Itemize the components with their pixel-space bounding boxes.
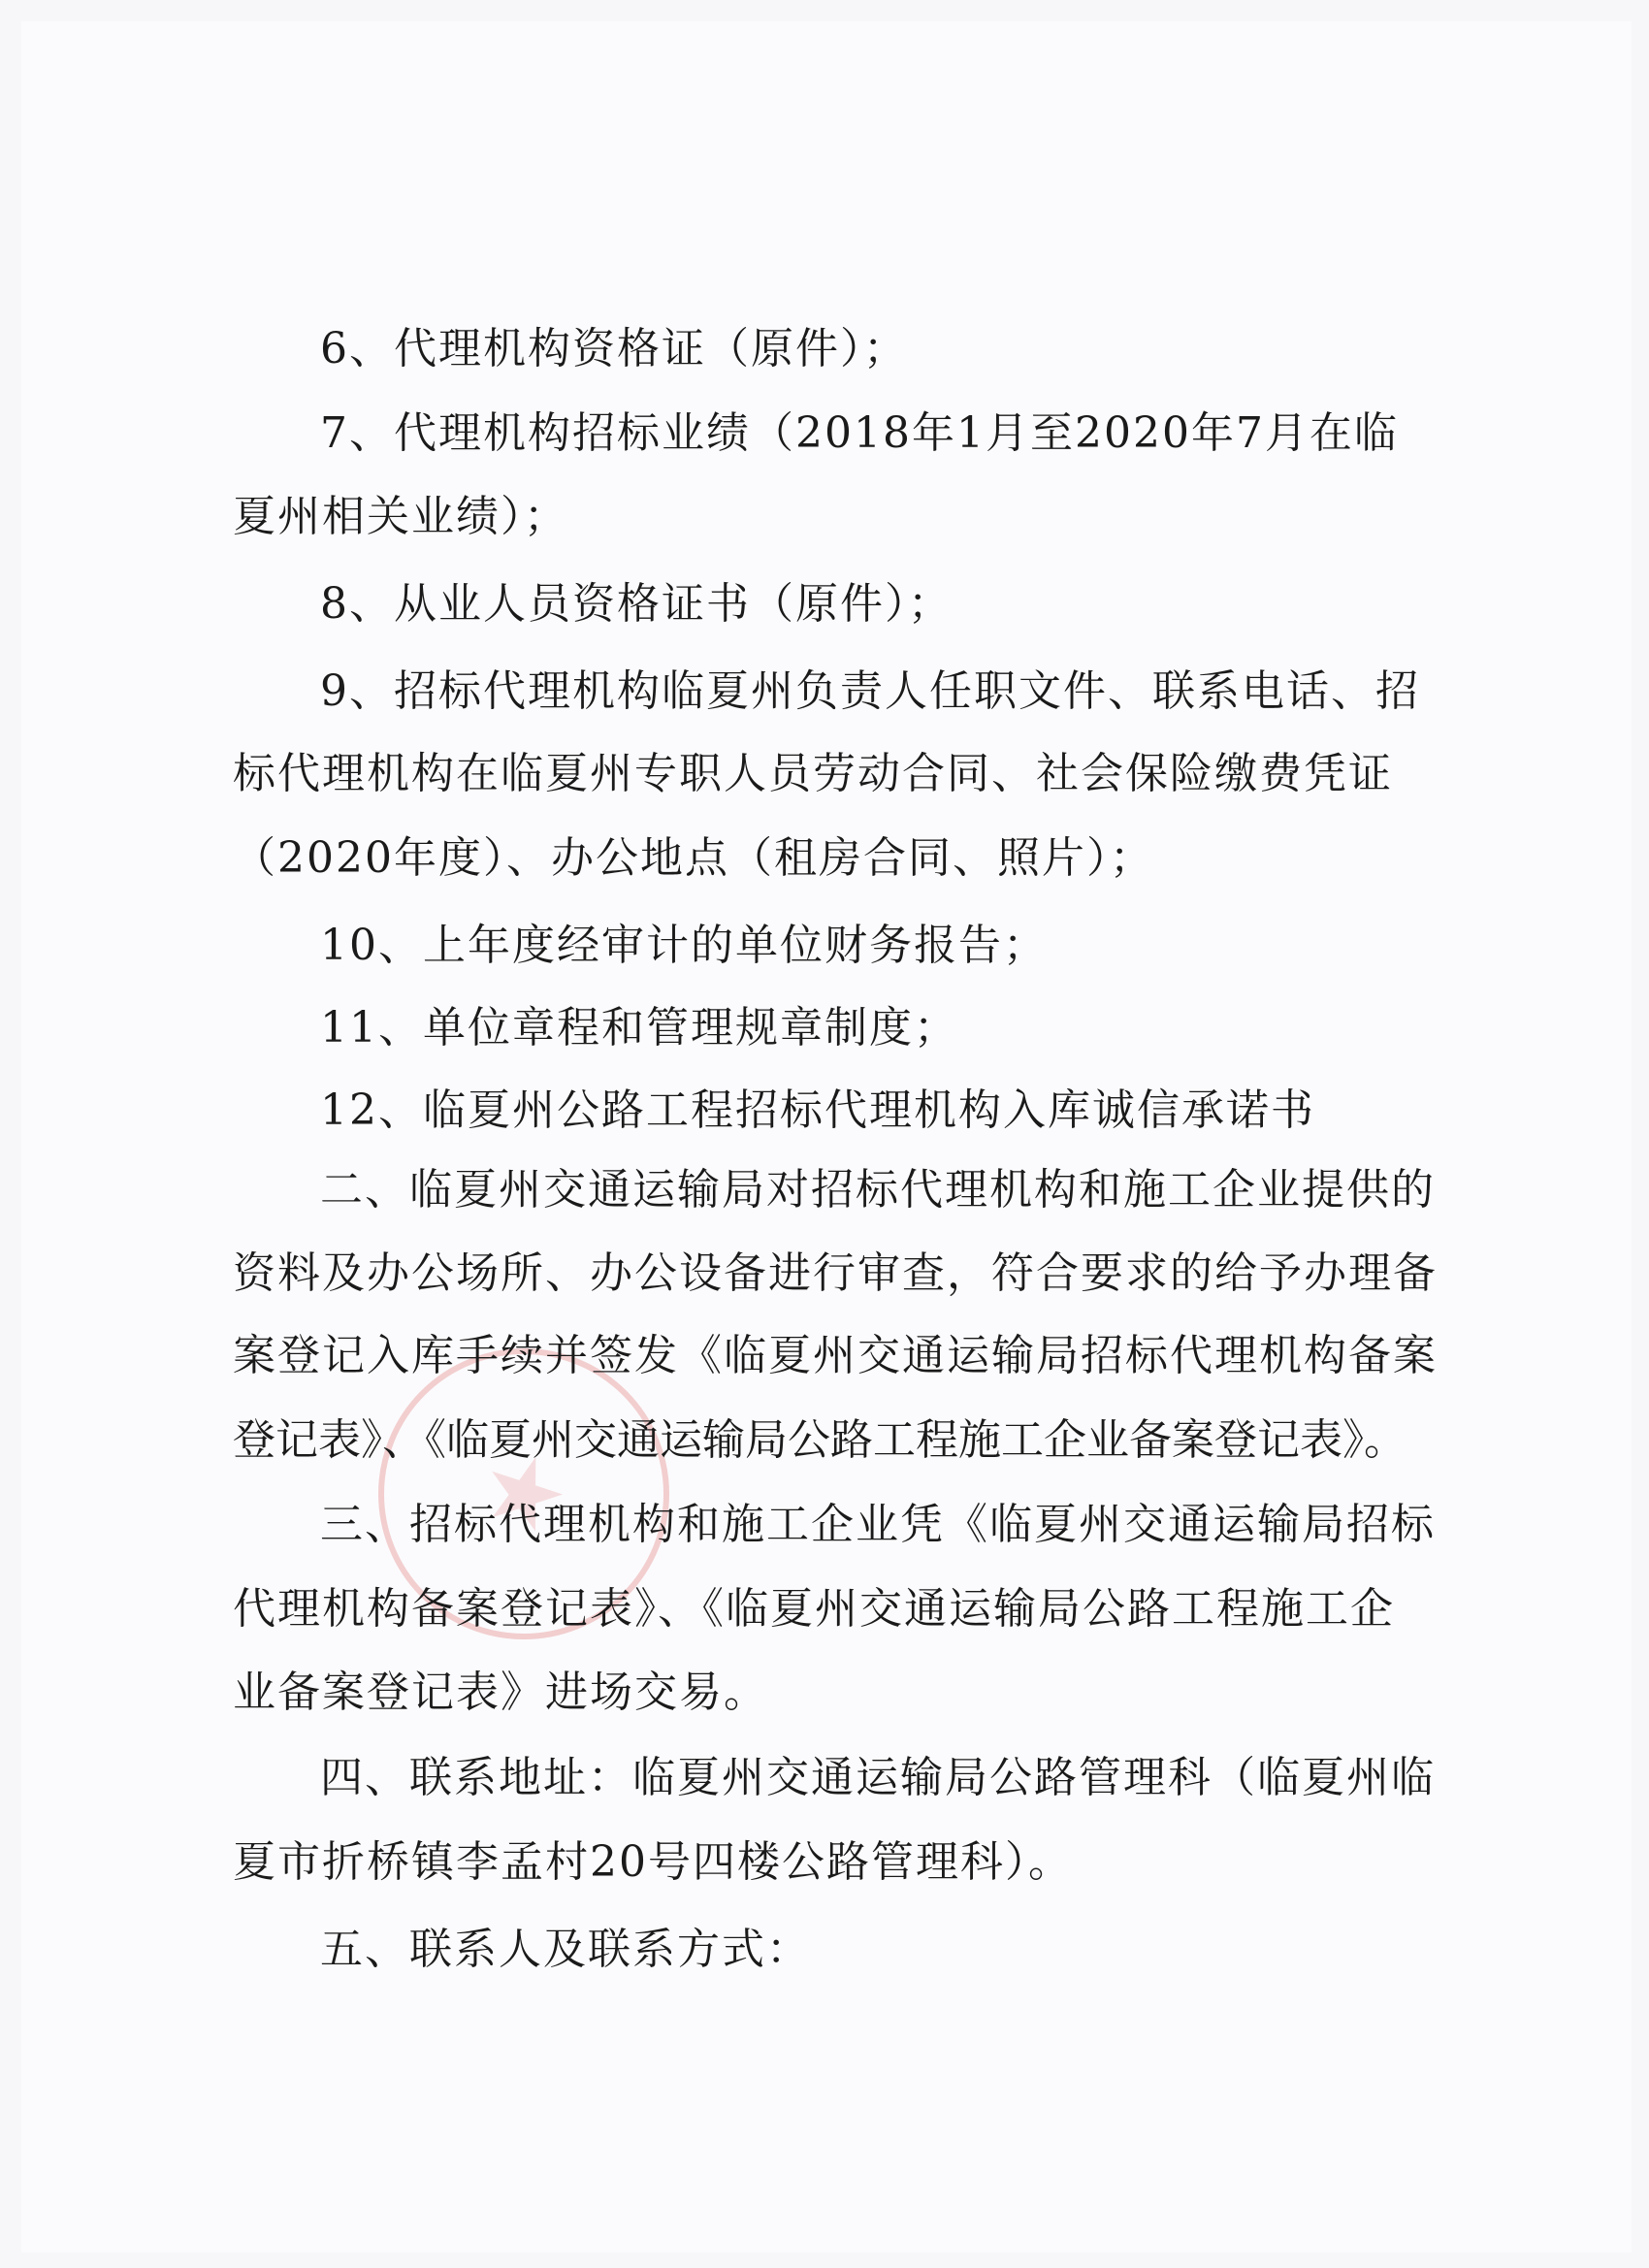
item-10-line-1: 10、上年度经审计的单位财务报告； [320, 921, 1048, 970]
item-8-line-1: 8、从业人员资格证书（原件）； [320, 579, 953, 629]
item-12-line-1: 12、临夏州公路工程招标代理机构入库诚信承诺书 [320, 1085, 1315, 1135]
section-2-line-4: 登记表》、《临夏州交通运输局公路工程施工企业备案登记表》。 [233, 1415, 1406, 1465]
item-6-line-1: 6、代理机构资格证（原件）； [320, 324, 908, 373]
item-9-line-1: 9、招标代理机构临夏州负责人任职文件、联系电话、招 [320, 666, 1420, 716]
section-4-line-1: 四、联系地址：临夏州交通运输局公路管理科（临夏州临 [320, 1753, 1436, 1802]
section-2-line-3: 案登记入库手续并签发《临夏州交通运输局招标代理机构备案 [233, 1331, 1438, 1380]
item-7-line-1: 7、代理机构招标业绩（2018年1月至2020年7月在临 [320, 408, 1399, 458]
section-3-line-1: 三、招标代理机构和施工企业凭《临夏州交通运输局招标 [320, 1500, 1436, 1549]
section-3-line-3: 业备案登记表》进场交易。 [233, 1668, 768, 1717]
item-11-line-1: 11、单位章程和管理规章制度； [320, 1003, 958, 1053]
section-5-line-1: 五、联系人及联系方式： [320, 1925, 811, 1974]
item-9-line-3: （2020年度）、办公地点（租房合同、照片）； [233, 833, 1154, 883]
section-2-line-2: 资料及办公场所、办公设备进行审查，符合要求的给予办理备 [233, 1248, 1438, 1298]
section-4-line-2: 夏市折桥镇李孟村20号四楼公路管理科）。 [233, 1837, 1073, 1887]
section-3-line-2: 代理机构备案登记表》、《临夏州交通运输局公路工程施工企 [233, 1584, 1395, 1634]
item-9-line-2: 标代理机构在临夏州专职人员劳动合同、社会保险缴费凭证 [233, 749, 1393, 798]
item-7-line-2: 夏州相关业绩）； [233, 492, 568, 541]
section-2-line-1: 二、临夏州交通运输局对招标代理机构和施工企业提供的 [320, 1165, 1436, 1215]
